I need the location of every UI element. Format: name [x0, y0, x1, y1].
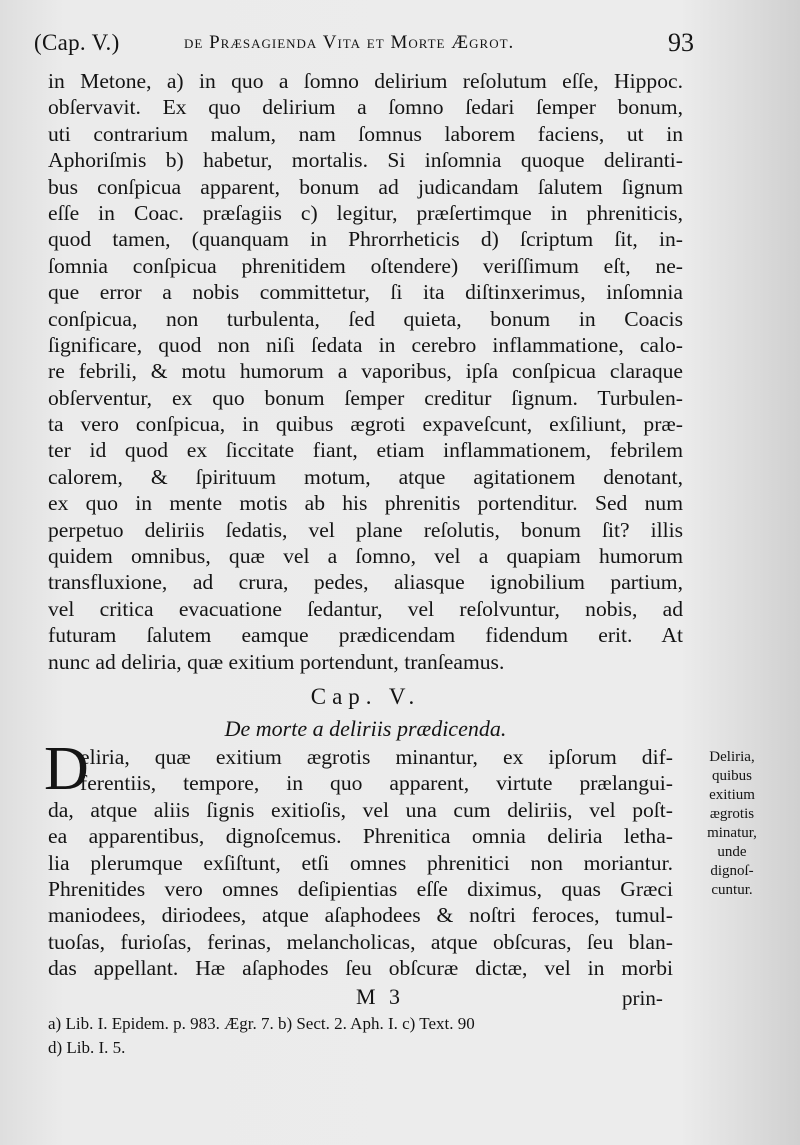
marginal-note-line: ægrotis — [709, 806, 755, 822]
paragraph-1-line: uti contrarium malum, nam ſomnus laborem faciens, ut in — [48, 121, 683, 146]
footnote-line: d) Lib. I. 5. — [48, 1038, 126, 1057]
marginal-note-line: dignoſ- — [710, 863, 754, 879]
paragraph-1 — [48, 68, 683, 675]
paragraph-1-line: obſerventur, ex quo bonum ſemper creditur ſignum. Turbulen- — [48, 385, 683, 410]
paragraph-1-line: bus conſpicua apparent, bonum ad judicandam ſalutem ſignum — [48, 174, 683, 199]
paragraph-2-line: da, atque aliis ſignis exitioſis, vel una cum deliriis, vel poſt- — [48, 797, 673, 822]
paragraph-2-line: ferentiis, tempore, in quo apparent, virtute prælangui- — [80, 771, 673, 796]
paragraph-1-line: eſſe in Coac. præſagiis c) legitur, præſertimque in phreniticis, — [48, 200, 683, 225]
paragraph-1-line: ſomnia conſpicua phrenitidem oſtendere) veriſſimum eſt, ne- — [48, 253, 683, 278]
paragraph-2-line: tuoſas, furioſas, ferinas, melancholicas, atque obſcuras, ſeu blan- — [48, 929, 673, 954]
paragraph-1-line: in Metone, a) in quo a ſomno delirium reſolutum eſſe, Hippoc. — [48, 69, 683, 93]
paragraph-2-line: das appellant. Hæ aſaphodes ſeu obſcuræ dictæ, vel in morbi — [48, 956, 673, 981]
paragraph-1-line: quidem omnibus, quæ vel a ſomno, vel a quapiam humorum — [48, 544, 683, 569]
running-title: de Præsagienda Vita et Morte Ægrot. — [184, 32, 515, 53]
marginal-note-line: minatur, — [707, 825, 757, 841]
paragraph-1-line: que error a nobis committetur, ſi ita diſtinxerimus, inſomnia — [48, 280, 683, 305]
marginal-note-line: exitium — [709, 787, 755, 803]
marginal-note-line: cuntur. — [711, 882, 753, 898]
paragraph-2-line: maniodees, diriodees, atque aſaphodees & noſtri feroces, tumul- — [48, 903, 673, 928]
marginal-note-line: unde — [717, 844, 747, 860]
paragraph-2-line: eliria, quæ exitium ægrotis minantur, ex ipſorum dif- — [80, 745, 673, 769]
paragraph-1-line: transfluxione, ad crura, pedes, aliasque ignobilium partium, — [48, 570, 683, 595]
running-head — [34, 26, 694, 60]
paragraph-2-line: lia plerumque exſiſtunt, etſi omnes phrenitici non moriantur. — [48, 850, 673, 875]
paragraph-1-line: obſervavit. Ex quo delirium a ſomno ſedari ſemper bonum, — [48, 95, 683, 120]
paragraph-1-line: ex quo in mente motis ab his phrenitis portenditur. Sed num — [48, 491, 683, 516]
paragraph-1-line: futuram ſalutem eamque prædicendam fidendum erit. At — [48, 623, 683, 648]
chapter-heading-block — [48, 684, 683, 742]
paragraph-1-line: perpetuo deliriis ſedatis, vel plane reſolutis, bonum ſit? illis — [48, 517, 683, 542]
paragraph-2-line: ea apparentibus, dignoſcemus. Phrenitica omnia deliria letha- — [48, 824, 673, 849]
paragraph-1-line: ter id quod ex ſiccitate fiant, etiam inflammationem, febrilem — [48, 438, 683, 463]
chapter-subheading: De morte a deliriis prædicenda. — [224, 716, 507, 741]
chapter-ref: (Cap. V.) — [34, 30, 120, 55]
footnote-line: a) Lib. I. Epidem. p. 983. Ægr. 7. b) Sect. 2. Aph. I. c) Text. 90 — [48, 1014, 475, 1033]
paragraph-1-line: conſpicua, non turbulenta, ſed quieta, bonum in Coacis — [48, 306, 683, 331]
paragraph-1-line: ſignificare, quod non niſi ſedata in cerebro inflammatione, calo- — [48, 332, 683, 357]
marginal-note-line: quibus — [711, 768, 752, 784]
catchword: prin- — [622, 986, 663, 1010]
signature-mark: M 3 — [356, 984, 405, 1009]
footnotes — [48, 1012, 688, 1060]
paragraph-1-line: quod tamen, (quanquam in Phrorrheticis d) ſcriptum ſit, in- — [48, 227, 683, 252]
chapter-heading: Cap. V. — [310, 684, 421, 709]
paragraph-1-line: calorem, & ſpirituum motum, atque agitationem denotant, — [48, 464, 683, 489]
paragraph-1-line: ta vero conſpicua, in quibus ægroti expaveſcunt, exſiliunt, præ- — [48, 412, 683, 437]
marginal-note — [677, 748, 787, 900]
paragraph-2-line: Phrenitides vero omnes deſipientias eſſe diximus, quas Græci — [48, 876, 673, 901]
paragraph-2 — [48, 744, 673, 982]
paragraph-1-line: re febrili, & motu humorum a vaporibus, ipſa conſpicua claraque — [48, 359, 683, 384]
drop-cap: D — [44, 735, 89, 803]
paragraph-1-line: Aphoriſmis b) habetur, mortalis. Si inſomnia quoque deliranti- — [48, 148, 683, 173]
marginal-note-line: Deliria, — [709, 749, 755, 765]
paragraph-1-line: nunc ad deliria, quæ exitium portendunt, tranſeamus. — [48, 649, 505, 674]
page-number: 93 — [668, 28, 694, 57]
paragraph-1-line: vel critica evacuatione ſedantur, vel reſolvuntur, nobis, ad — [48, 596, 683, 621]
